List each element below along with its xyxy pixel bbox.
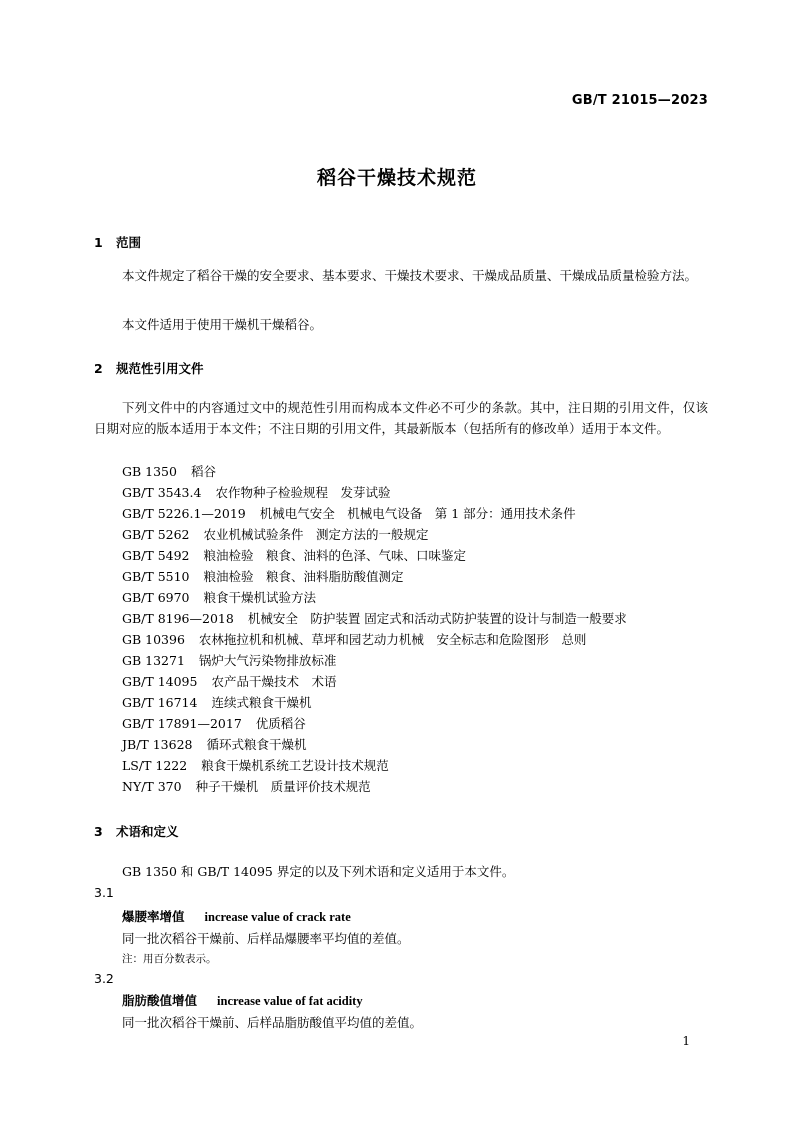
reference-item bbox=[122, 503, 627, 524]
reference-item bbox=[122, 608, 627, 629]
reference-code: GB/T 14095 bbox=[122, 674, 198, 689]
reference-title: 农作物种子检验规程 发芽试验 bbox=[215, 485, 391, 500]
reference-title: 稻谷 bbox=[190, 464, 216, 479]
reference-title: 机械电气安全 机械电气设备 第 1 部分：通用技术条件 bbox=[259, 506, 576, 521]
reference-title: 粮油检验 粮食、油料脂肪酸值测定 bbox=[203, 569, 404, 584]
document-title: 稻谷干燥技术规范 bbox=[316, 167, 477, 189]
term-zh: 脂肪酸值增值 bbox=[122, 993, 198, 1008]
section-title: 规范性引用文件 bbox=[116, 361, 204, 376]
reference-item bbox=[122, 566, 627, 587]
reference-code: GB 13271 bbox=[122, 653, 185, 668]
term-en: increase value of fat acidity bbox=[217, 994, 363, 1008]
term-heading bbox=[122, 907, 351, 925]
reference-title: 粮食干燥机试验方法 bbox=[203, 590, 317, 605]
section-number: 3 bbox=[94, 824, 103, 839]
reference-title: 农产品干燥技术 术语 bbox=[211, 674, 337, 689]
term-number: 3.2 bbox=[94, 971, 114, 986]
reference-title: 循环式粮食干燥机 bbox=[206, 737, 307, 752]
section-number: 2 bbox=[94, 361, 103, 376]
reference-item bbox=[122, 524, 627, 545]
reference-title: 农林拖拉机和机械、草坪和园艺动力机械 安全标志和危险图形 总则 bbox=[198, 632, 587, 647]
term-heading bbox=[122, 991, 363, 1009]
reference-code: GB/T 16714 bbox=[122, 695, 198, 710]
section-number: 1 bbox=[94, 235, 103, 250]
scope-paragraph-2: 本文件适用于使用干燥机干燥稻谷。 bbox=[122, 317, 323, 332]
section-title: 术语和定义 bbox=[116, 824, 179, 839]
reference-title: 粮油检验 粮食、油料的色泽、气味、口味鉴定 bbox=[203, 548, 467, 563]
reference-code: GB/T 6970 bbox=[122, 590, 190, 605]
reference-item bbox=[122, 629, 627, 650]
reference-code: GB 10396 bbox=[122, 632, 185, 647]
reference-item bbox=[122, 650, 627, 671]
reference-code: GB/T 5510 bbox=[122, 569, 190, 584]
reference-item bbox=[122, 545, 627, 566]
section-3-heading bbox=[94, 822, 179, 840]
reference-code: GB 1350 bbox=[122, 464, 177, 479]
standard-number: GB/T 21015—2023 bbox=[571, 93, 708, 108]
reference-code: LS/T 1222 bbox=[122, 758, 188, 773]
reference-item bbox=[122, 692, 627, 713]
reference-list bbox=[122, 461, 627, 797]
reference-code: NY/T 370 bbox=[122, 779, 182, 794]
reference-title: 优质稻谷 bbox=[255, 716, 306, 731]
reference-title: 机械安全 防护装置 固定式和活动式防护装置的设计与制造一般要求 bbox=[247, 611, 627, 626]
reference-item bbox=[122, 713, 627, 734]
term-note: 注：用百分数表示。 bbox=[122, 953, 217, 965]
reference-title: 连续式粮食干燥机 bbox=[211, 695, 312, 710]
reference-code: GB/T 5226.1—2019 bbox=[122, 506, 246, 521]
reference-code: GB/T 8196—2018 bbox=[122, 611, 234, 626]
reference-item bbox=[122, 587, 627, 608]
reference-code: GB/T 5492 bbox=[122, 548, 190, 563]
reference-item bbox=[122, 671, 627, 692]
section-1-heading bbox=[94, 233, 141, 251]
reference-code: GB/T 17891—2017 bbox=[122, 716, 242, 731]
term-en: increase value of crack rate bbox=[204, 910, 351, 924]
section-2-heading bbox=[94, 359, 204, 377]
reference-item bbox=[122, 755, 627, 776]
reference-item bbox=[122, 482, 627, 503]
term-definition: 同一批次稻谷干燥前、后样品脂肪酸值平均值的差值。 bbox=[122, 1015, 423, 1030]
reference-title: 农业机械试验条件 测定方法的一般规定 bbox=[203, 527, 429, 542]
reference-title: 种子干燥机 质量评价技术规范 bbox=[195, 779, 371, 794]
scope-paragraph-1: 本文件规定了稻谷干燥的安全要求、基本要求、干燥技术要求、干燥成品质量、干燥成品质量检验方法。 bbox=[122, 268, 698, 283]
reference-code: JB/T 13628 bbox=[122, 737, 193, 752]
reference-item bbox=[122, 734, 627, 755]
reference-item bbox=[122, 776, 627, 797]
term-definition: 同一批次稻谷干燥前、后样品爆腰率平均值的差值。 bbox=[122, 931, 410, 946]
term-number: 3.1 bbox=[94, 885, 114, 900]
reference-title: 粮食干燥机系统工艺设计技术规范 bbox=[201, 758, 389, 773]
reference-item bbox=[122, 461, 627, 482]
term-zh: 爆腰率增值 bbox=[122, 909, 185, 924]
terms-intro: GB 1350 和 GB/T 14095 界定的以及下列术语和定义适用于本文件。 bbox=[122, 864, 515, 879]
reference-code: GB/T 5262 bbox=[122, 527, 190, 542]
section-title: 范围 bbox=[116, 235, 142, 250]
reference-title: 锅炉大气污染物排放标准 bbox=[198, 653, 337, 668]
reference-code: GB/T 3543.4 bbox=[122, 485, 202, 500]
page-number: 1 bbox=[682, 1034, 690, 1048]
normative-references-intro: 下列文件中的内容通过文中的规范性引用而构成本文件必不可少的条款。其中，注日期的引用文件，仅该日期对应的版本适用于本文件；不注日期的引用文件，其最新版本（包括所有的修改单）适用于本文件。 bbox=[94, 400, 708, 436]
